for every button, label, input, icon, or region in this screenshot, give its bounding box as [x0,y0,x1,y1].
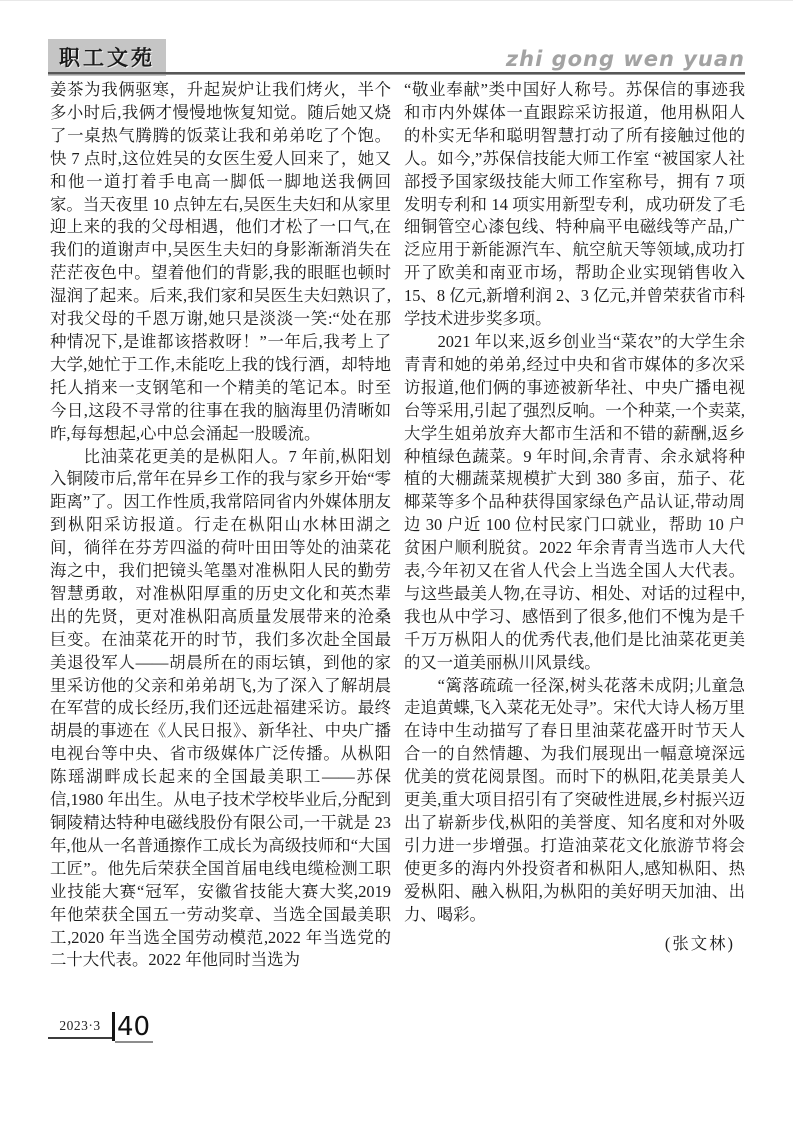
page-number: 40 [117,1012,151,1042]
column-title-pinyin: zhi gong wen yuan [505,47,745,71]
page-number-wrap [115,1013,153,1043]
page-header [48,39,745,71]
article-body [50,79,745,972]
issue-label: 2023·3 [48,1015,112,1039]
article-right-column [404,79,745,972]
header-rule-divider [48,72,745,75]
article-paragraph: 比油菜花更美的是枞阳人。7 年前,枞阳划入铜陵市后,常年在异乡工作的我与家乡开始“零距离”了。因工作性质,我常陪同省内外媒体朋友到枞阳采访报道。行走在枞阳山水林田湖之间，徜徉在芬芳四溢的荷叶田田等处的油菜花海之中，我们把镜头笔墨对准枞阳人民的勤劳智慧勇敢，对准枞阳厚重的历史文化和英杰辈出的先贤，更对准枞阳高质量发展带来的沧桑巨变。在油菜花开的时节，我们多次赴全国最美退役军人——胡晨所在的雨坛镇，到他的家里采访他的父亲和弟弟胡飞,为了深入了解胡晨在军营的成长经历,我们还远赴福建采访。最终胡晨的事迹在《人民日报》、新华社、中央广播电视台等中央、省市级媒体广泛传播。从枞阳陈瑶湖畔成长起来的全国最美职工——苏保信,1980 年出生。从电子技术学校毕业后,分配到铜陵精达特种电磁线股份有限公司,一干就是 23 年,他从一名普通擦作工成长为高级技师和“大国工匠”。他先后荣获全国首届电线电缆检测工职业技能大赛“冠军，安徽省技能大赛大奖,2019 年他荣获全国五一劳动奖章、当选全国最美职工,2020 年当选全国劳动模范,2022 年当选党的二十大代表。2022 年他同时当选为 [50,446,391,970]
article-paragraph: “篱落疏疏一径深,树头花落未成阴;儿童急走追黄蝶,飞入菜花无处寻”。宋代大诗人杨万里在诗中生动描写了春日里油菜花盛开时节天人合一的自然情趣、为我们展现出一幅意境深远优美的赏花阅景图。而时下的枞阳,花美景美人更美,重大项目招引有了突破性进展,乡村振兴迈出了崭新步伐,枞阳的美誉度、知名度和对外吸引力进一步增强。打造油菜花文化旅游节将会使更多的海内外投资者和枞阳人,感知枞阳、热爱枞阳、融入枞阳,为枞阳的美好明天加油、出力、喝彩。 [404,675,745,924]
page-footer [48,1012,153,1043]
column-title: 职工文苑 [48,39,166,76]
author-signature: (张文林) [664,933,735,953]
article-paragraph: “敬业奉献”类中国好人称号。苏保信的事迹我和市内外媒体一直跟踪采访报道，他用枞阳人的朴实无华和聪明智慧打动了所有接触过他的人。如今,”苏保信技能大师工作室 “被国家人社部授予国家级技能大师工作室称号，拥有 7 项发明专利和 14 项实用新型专利，成功研发了毛细铜管空心漆包线、特种扁平电磁线等产品,广泛应用于新能源汽车、航空航天等领域,成功打开了欧美和南亚市场，帮助企业实现销售收入 15、8 亿元,新增利润 2、3 亿元,并曾荣获省市科学技术进步奖多项。 [404,80,745,329]
article-paragraph: 姜茶为我俩驱寒，升起炭炉让我们烤火，半个多小时后,我俩才慢慢地恢复知觉。随后她又烧了一桌热气腾腾的饭菜让我和弟弟吃了个饱。快 7 点时,这位姓吴的女医生爱人回来了，她又和他一道打着手电高一脚低一脚地送我俩回家。当天夜里 10 点钟左右,吴医生夫妇和从家里迎上来的我的父母相遇，他们才松了一口气,在我们的道谢声中,吴医生夫妇的身影渐渐消失在茫茫夜色中。望着他们的背影,我的眼眶也顿时湿润了起来。后来,我们家和吴医生夫妇熟识了,对我父母的千恩万谢,她只是淡淡一笑:“处在那种情况下,是谁都该搭救呀！”一年后,我考上了大学,她忙于工作,未能吃上我的饯行酒，却特地托人捎来一支钢笔和一个精美的笔记本。时至今日,这段不寻常的往事在我的脑海里仍清晰如昨,每每想起,心中总会涌起一股暖流。 [50,80,391,443]
article-left-column [50,79,391,972]
article-paragraph: 2021 年以来,返乡创业当“菜农”的大学生余青青和她的弟弟,经过中央和省市媒体的多次采访报道,他们俩的事迹被新华社、中央广播电视台等采用,引起了强烈反响。一个种菜,一个卖菜,大学生姐弟放弃大都市生活和不错的薪酬,返乡种植绿色蔬菜。9 年时间,余青青、余永斌将种植的大棚蔬菜规模扩大到 380 多亩，茄子、花椰菜等多个品种获得国家绿色产品认证,带动周边 30 户近 100 位村民家门口就业，帮助 10 户贫困户顺利脱贫。2022 年余青青当选市人大代表,今年初又在省人代会上当选全国人大代表。与这些最美人物,在寻访、相处、对话的过程中,我也从中学习、感悟到了很多,他们不愧为是千千万万枞阳人的优秀代表,他们是比油菜花更美的又一道美丽枞川风景线。 [404,331,745,672]
